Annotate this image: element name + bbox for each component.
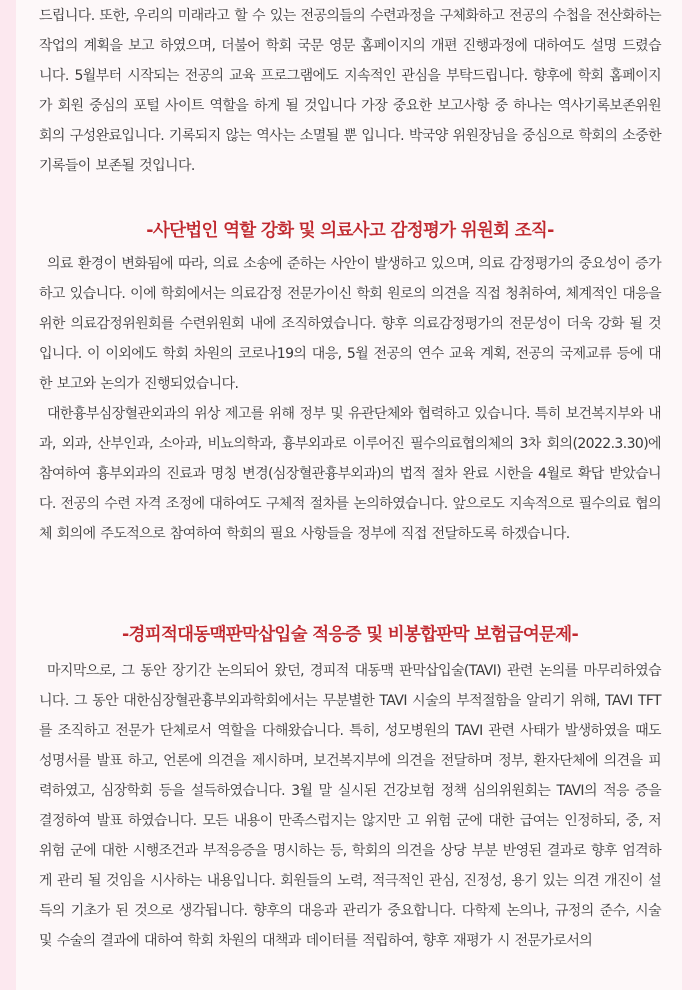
paragraph-medical-appraisal: 의료 환경이 변화됨에 따라, 의료 소송에 준하는 사안이 발생하고 있으며, 의료 감정평가의 중요성이 증가하고 있습니다. 이에 학회에서는 의료감정 전문가이신 학회 원로의 의견을 직접 청취하여, 체계적인 대응을 위한 의료감정위원회를 수련위원회 내에 조직하였습니다. 향후 의료감정평가의 전문성이 더욱 강화 될 것입니다. 이 이외에도 학회 차원의 코로나19의 대응, 5월 전공의 연수 교육 계획, 전공의 국제교류 등에 대한 보고와 논의가 진행되었습니다. — [39, 256, 661, 392]
paragraph-government-cooperation: 대한흉부심장혈관외과의 위상 제고를 위해 정부 및 유관단체와 협력하고 있습니다. 특히 보건복지부와 내과, 외과, 산부인과, 소아과, 비뇨의학과, 흉부외과로 이루어진 필수의료협의체의 3차 회의(2022.3.30)에 참여하여 흉부외과의 진료과 명칭 변경(심장혈관흉부외과)의 법적 절차 완료 시한을 4월로 확답 받았습니다. 전공의 수련 자격 조정에 대하여도 구체적 절차를 논의하였습니다. 앞으로도 지속적으로 필수의료 협의체 회의에 주도적으로 참여하여 학회의 필요 사항들을 정부에 직접 전달하도록 하겠습니다. — [39, 406, 661, 542]
section-heading-tavi: -경피적대동맥판막삽입술 적응증 및 비봉합판막 보험급여문제- — [121, 625, 579, 645]
page-background — [16, 0, 682, 990]
paragraph-intro: 드립니다. 또한, 우리의 미래라고 할 수 있는 전공의들의 수련과정을 구체화하고 전공의 수첩을 전산화하는 작업의 계획을 보고 하였으며, 더불어 학회 국문 영문 홈페이지의 개편 진행과정에 대하여도 설명 드렸습니다. 5월부터 시작되는 전공의 교육 프로그램에도 지속적인 관심을 부탁드립니다. 향후에 학회 홈페이지가 회원 중심의 포털 사이트 역할을 하게 될 것입니다 가장 중요한 보고사항 중 하나는 역사기록보존위원회의 구성완료입니다. 기록되지 않는 역사는 소멸될 뿐 입니다. 박국양 위원장님을 중심으로 학회의 소중한 기록들이 보존될 것입니다. — [39, 8, 661, 174]
paragraph-tavi: 마지막으로, 그 동안 장기간 논의되어 왔던, 경피적 대동맥 판막삽입술(TAVI) 관련 논의를 마무리하였습니다. 그 동안 대한심장혈관흉부외과학회에서는 무분별한 TAVI 시술의 부적절함을 알리기 위해, TAVI TFT를 조직하고 전문가 단체로서 역할을 다해왔습니다. 특히, 성모병원의 TAVI 관련 사태가 발생하였을 때도 성명서를 발표 하고, 언론에 의견을 제시하며, 보건복지부에 의견을 전달하며 정부, 환자단체에 의견을 피력하였고, 심장학회 등을 설득하였습니다. 3월 말 실시된 건강보험 정책 심의위원회는 TAVI의 적응 증을 결정하여 발표 하였습니다. 모든 내용이 만족스럽지는 않지만 고 위험 군에 대한 급여는 인정하되, 중, 저 위험 군에 대한 시행조건과 부적응증을 명시하는 등, 학회의 의견을 상당 부분 반영된 결과로 향후 엄격하게 관리 될 것임을 시사하는 내용입니다. 회원들의 노력, 적극적인 관심, 진정성, 용기 있는 의견 개진이 설득의 기초가 된 것으로 생각됩니다. 향후의 대응과 관리가 중요합니다. 다학제 논의나, 규정의 준수, 시술 및 수술의 결과에 대하여 학회 차원의 대책과 데이터를 적립하여, 향후 재평가 시 전문가로서의 — [39, 663, 661, 949]
section-heading-medical-appraisal: -사단법인 역할 강화 및 의료사고 감정평가 위원회 조직- — [146, 221, 554, 241]
